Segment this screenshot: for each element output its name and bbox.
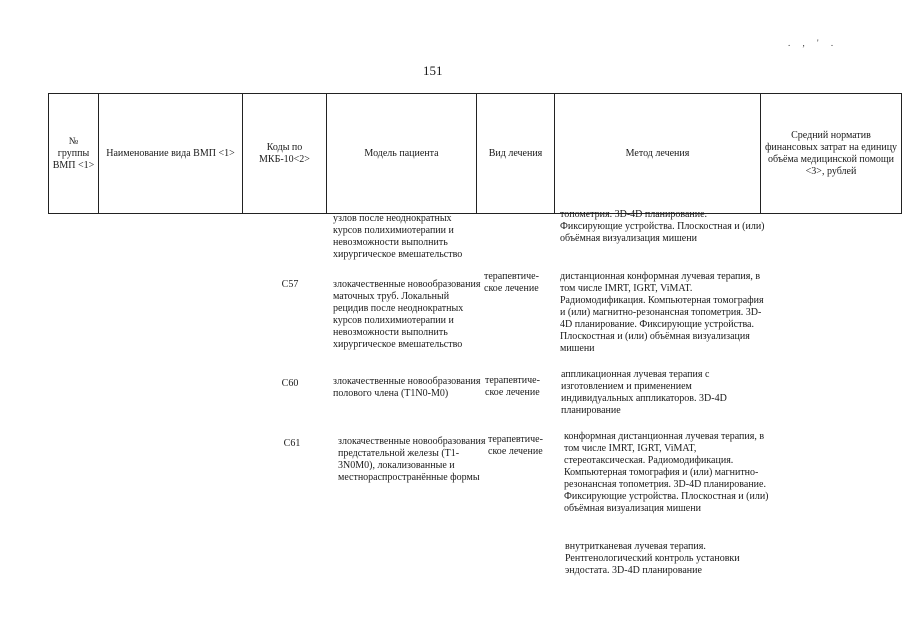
row-2-treatment-method: аппликационная лучевая терапия с изготовлением и применением индивидуальных аппликаторов. 3D-4D планирование bbox=[561, 369, 727, 416]
row-3-icd-code: C61 bbox=[283, 438, 301, 449]
row-0-patient-model: узлов после неоднократных курсов полихимиотерапии и невозможности выполнить хирургическое вмешательство bbox=[333, 213, 463, 260]
row-1-icd-code: C57 bbox=[281, 279, 299, 290]
row-3-treatment-method: конформная дистанционная лучевая терапия, в том числе IMRT, IGRT, ViMAT, стереотаксическая. Радиомодификация. Компьютерная томография и (или) магнитно-резонансная топометрия. 3D-4D планирование. Фиксирующие устройства. Плоскостная и (или) объёмная визуализация мишени bbox=[564, 431, 769, 514]
row-1-patient-model: злокачественные новообразования маточных труб. Локальный рецидив после неоднократных курсов полихимиотерапии и невозможности выполнить хирургическое вмешательство bbox=[333, 279, 481, 350]
header-icd-codes: Коды по МКБ-10<2> bbox=[243, 94, 327, 214]
header-treatment-type: Вид лечения bbox=[477, 94, 555, 214]
row-1-treatment-type: терапевтиче-ское лечение bbox=[484, 271, 539, 294]
header-treatment-method: Метод лечения bbox=[555, 94, 761, 214]
header-patient-model: Модель пациента bbox=[327, 94, 477, 214]
row-2-patient-model: злокачественные новообразования полового члена (T1N0-M0) bbox=[333, 376, 481, 399]
row-3-treatment-type: терапевтиче-ское лечение bbox=[488, 434, 543, 457]
header-cost-norm: Средний норматив финансовых затрат на единицу объёма медицинской помощи <3>, рублей bbox=[761, 94, 902, 214]
row-4-treatment-method: внутритканевая лучевая терапия. Рентгенологический контроль установки эндостата. 3D-4D планирование bbox=[565, 541, 740, 576]
row-3-patient-model: злокачественные новообразования предстательной железы (T1-3N0M0), локализованные и местнораспространённые формы bbox=[338, 436, 486, 483]
row-2-treatment-type: терапевтиче-ское лечение bbox=[485, 375, 540, 398]
row-1-treatment-method: дистанционная конформная лучевая терапия, в том числе IMRT, IGRT, ViMAT. Радиомодификация. Компьютерная томография и (или) магнитно-резонансная топометрия. 3D-4D планирование. Фиксирующие устройства. Плоскостная и (или) объёмная визуализация мишени bbox=[560, 271, 764, 354]
row-2-icd-code: C60 bbox=[281, 378, 299, 389]
scan-corner-marks: . , ' . bbox=[788, 38, 839, 48]
header-care-type-name: Наименование вида ВМП <1> bbox=[99, 94, 243, 214]
row-0-treatment-method: топометрия. 3D-4D планирование. Фиксирующие устройства. Плоскостная и (или) объёмная визуализация мишени bbox=[560, 209, 765, 244]
table-header bbox=[48, 93, 902, 214]
header-group-number: № группы ВМП <1> bbox=[49, 94, 99, 214]
page-number: 151 bbox=[423, 63, 443, 78]
